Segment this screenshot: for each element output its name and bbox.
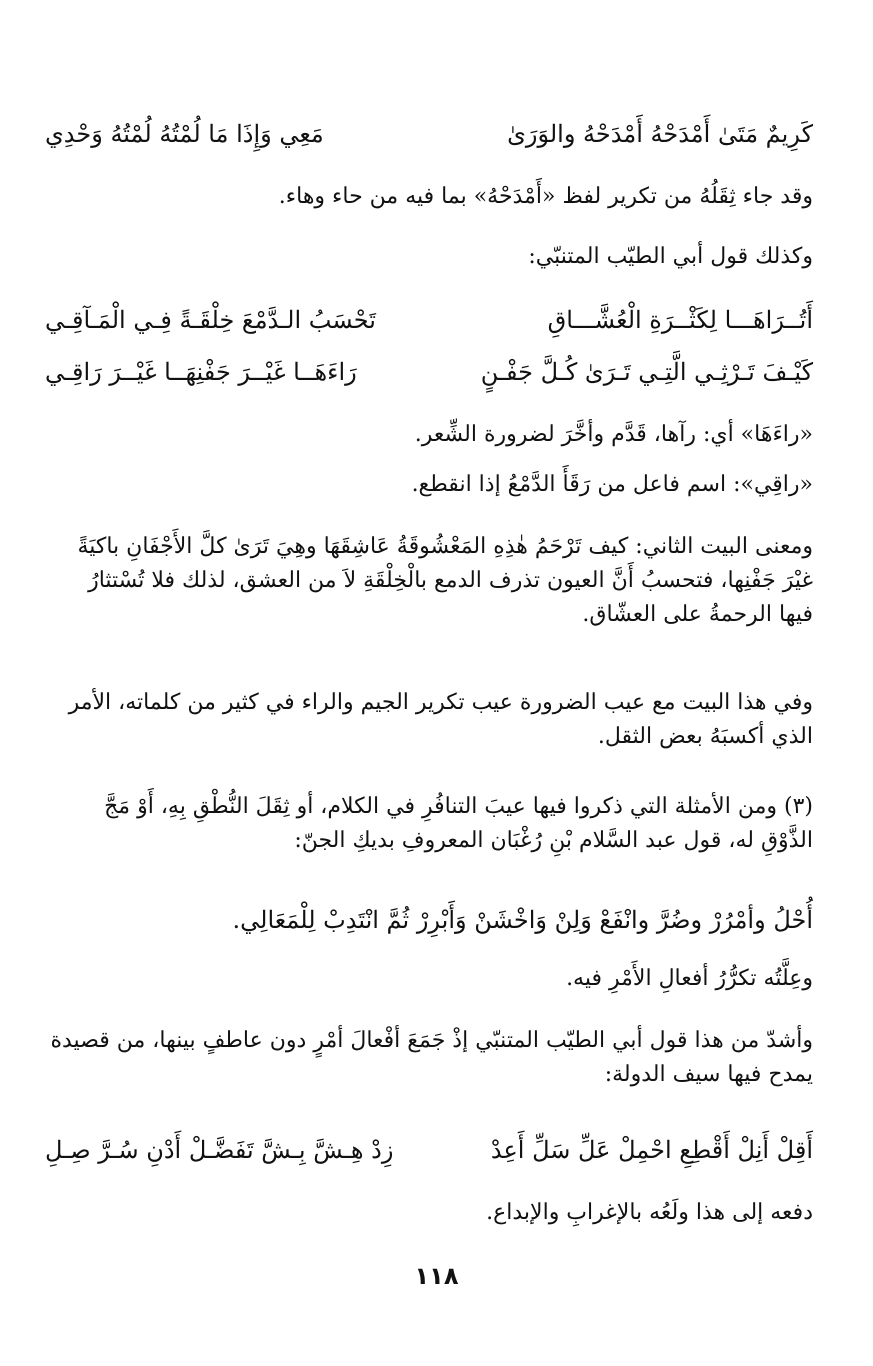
note: «راءَهَا» أي: رآها، قَدَّم وأخَّرَ لضرورة الشِّعر. xyxy=(414,422,813,447)
verse-first-hemistich: كَرِيمٌ مَتَىٰ أَمْدَحْهُ أَمْدَحْهُ والوَرَىٰ xyxy=(507,120,813,148)
verse-line xyxy=(45,112,813,156)
paragraph: وعِلَّتُه تكرُّرُ أفعالِ الأَمْرِ فيه. xyxy=(566,966,813,991)
paragraph: ومعنى البيت الثاني: كيف تَرْحَمُ هٰذِهِ المَعْشُوقَةُ عَاشِقَهَا وهِيَ تَرَىٰ كلَّ الأَجْفَانِ باكيَةً غيْرَ جَفْنِها، فتحسبُ أَنَّ العيون تذرف الدمع بالْخِلْقَةِ لاَ من العشق، لذلك فلا تُسْتثارُ فيها الرحمةُ على العشّاق. xyxy=(77,534,813,628)
verse-first-hemistich: كَيْـفَ تَـرْثِـي الَّتِـي تَـرَىٰ كُـلَّ جَفْـنٍ xyxy=(480,358,813,386)
verse-second-hemistich: تَحْسَبُ الـدَّمْعَ خِلْقَـةً فِـي الْمَـآقِـي xyxy=(45,306,376,334)
verse-line xyxy=(45,350,813,394)
verse-line xyxy=(45,1128,813,1172)
verse-line xyxy=(45,298,813,342)
paragraph: وفي هذا البيت مع عيب الضرورة عيب تكرير الجيم والراء في كثير من كلماته، الأمر الذي أكسبَهُ بعض الثقل. xyxy=(68,690,813,750)
paragraph: وقد جاء ثِقَلُهُ من تكرير لفظ «أَمْدَحْهُ» بما فيه من حاء وهاء. xyxy=(278,184,813,209)
paragraph: (٣) ومن الأمثلة التي ذكروا فيها عيبَ التنافُرِ في الكلام، أو ثِقَلَ النُّطْقِ بِهِ، أَوْ مَجَّ الذَّوْقِ له، قول عبد السَّلام بْنِ رُغْبَان المعروفِ بديكِ الجنّ: xyxy=(104,794,813,854)
verse-second-hemistich: مَعِي وَإِذَا مَا لُمْتُهُ لُمْتُهُ وَحْدِي xyxy=(45,120,324,148)
note: «راقِي»: اسم فاعل من رَقَأَ الدَّمْعُ إذا انقطع. xyxy=(411,472,813,497)
page-number: ١١٨ xyxy=(414,1262,459,1290)
verse-first-hemistich: أَتُــرَاهَـــا لِكَثْــرَةِ الْعُشَّـــاقِ xyxy=(547,306,813,334)
paragraph: وكذلك قول أبي الطيّب المتنبّي: xyxy=(528,244,813,269)
paragraph: وأشدّ من هذا قول أبي الطيّب المتنبّي إذْ جَمَعَ أفْعالَ أمْرٍ دون عاطفٍ بينها، من قصيدة يمدح فيها سيف الدولة: xyxy=(50,1028,813,1088)
verse-second-hemistich: رَاءَهَــا غَيْــرَ جَفْنِهَــا غَيْــرَ رَاقِـي xyxy=(45,358,357,386)
paragraph: دفعه إلى هذا ولَعُه بالإغرابِ والإبداع. xyxy=(486,1200,813,1225)
verse-first-hemistich: أَقِلْ أَنِلْ أَقْطِعِ احْمِلْ عَلِّ سَلِّ أَعِدْ xyxy=(490,1136,813,1164)
verse-line-single: أُحْلُ وأمْرُرْ وضُرَّ وانْفَعْ وَلِنْ وَاخْشَنْ وَأَبْرِرْ ثُمَّ انْتَدِبْ لِلْمَعَالِي. xyxy=(232,906,813,934)
verse-second-hemistich: زِدْ هِـشَّ بِـشَّ تَفَضَّـلْ أَدْنِ سُـرَّ صِـلِ xyxy=(45,1136,394,1164)
